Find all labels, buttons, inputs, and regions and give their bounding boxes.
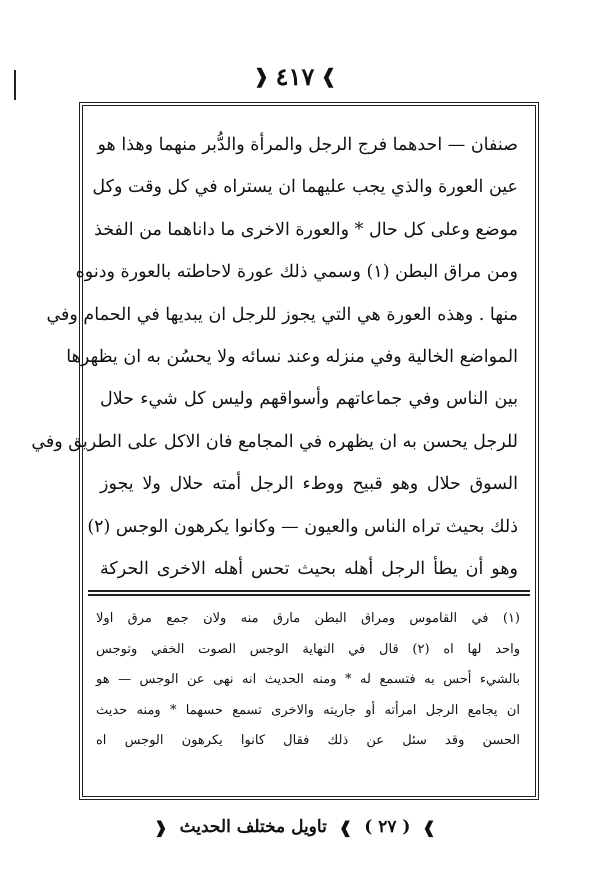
text-line: منها . وهذه العورة هي التي يجوز للرجل ان يبديها في الحمام وفي — [46, 304, 518, 325]
text-line: بين الناس وفي جماعاتهم وأسواقهم وليس كل شيء حلال — [100, 389, 518, 410]
page-number: ٤١٧ — [275, 61, 315, 91]
ornament-left: ❱ — [252, 64, 270, 88]
footnote-separator — [88, 594, 530, 596]
main-text — [31, 124, 518, 590]
book-title: تاويل مختلف الحديث — [179, 817, 327, 837]
page-footer — [0, 812, 590, 842]
ornament-middle: ❱ — [338, 817, 353, 837]
text-line: المواضع الخالية وفي منزله وعند نسائه ولا يحسُن به ان يظهرها — [66, 346, 518, 367]
text-line: للرجل يحسن به ان يظهره في المجامع فان الاكل على الطريق وفي — [31, 431, 518, 452]
text-line: صنفان — احدهما فرج الرجل والمرأة والدُّبر منهما وهذا هو — [97, 135, 518, 155]
page-header — [0, 58, 590, 94]
footnote-line: الحسن وقد سئل عن ذلك فقال كانوا يكرهون الوجس اه — [96, 733, 520, 748]
ornament-left: ❱ — [422, 817, 436, 837]
footnote-line: بالشيء أحس به فتسمع له * ومنه الحديث انه نهى عن الوجس — هو — [96, 672, 520, 687]
footnote-separator — [88, 590, 530, 592]
text-line: ذلك بحيث تراه الناس والعيون — وكانوا يكرهون الوجس (٢) — [87, 516, 518, 537]
footnote-line: ان يجامع الرجل امرأته أو جاريته والاخرى تسمع حسهما * ومنه حديث — [96, 702, 520, 718]
footnotes — [96, 604, 520, 757]
footnote-line: واحد لها اه (٢) قال في النهاية الوجس الصوت الخفي وتوجس — [96, 641, 520, 657]
text-line: وهو أن يطأ الرجل أهله بحيث تحس أهله الاخرى الحركة — [100, 558, 518, 579]
ornament-right: ❰ — [320, 64, 338, 88]
ornament-right: ❰ — [154, 817, 168, 837]
text-line: السوق حلال وهو قبيح ووطء الرجل أمته حلال ولا يجوز — [100, 474, 518, 495]
text-line: عين العورة والذي يجب عليهما ان يستراه في كل وقت وكل — [92, 177, 518, 198]
text-line: موضع وعلى كل حال * والعورة الاخرى ما داناهما من الفخذ — [94, 219, 518, 240]
footnote-line: (١) في القاموس ومراق البطن مارق منه ولان جمع مرق اولا — [96, 611, 520, 626]
signature-mark: ( ٢٧ ) — [364, 817, 411, 837]
text-line: ومن مراق البطن (١) وسمي ذلك عورة لاحاطته بالعورة ودنوه — [75, 262, 518, 283]
